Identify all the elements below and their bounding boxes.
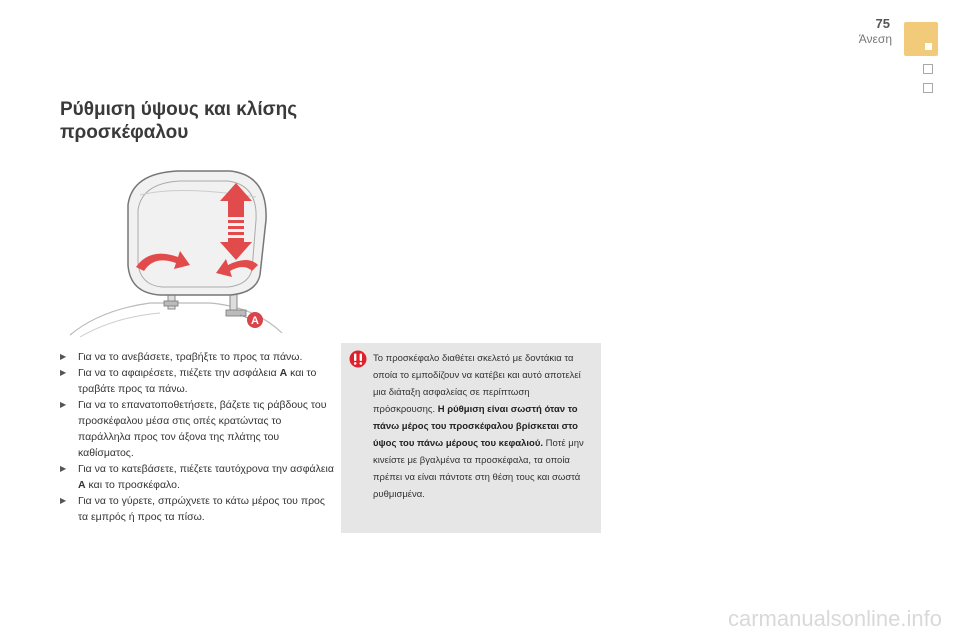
watermark: carmanualsonline.info — [727, 606, 942, 631]
headrest-illustration — [60, 165, 285, 340]
page-title: Ρύθμιση ύψους και κλίσης προσκέφαλου — [60, 99, 298, 143]
chapter-tab[interactable] — [923, 64, 933, 74]
bullet-arrow-icon: ▶ — [60, 400, 67, 409]
bullet-arrow-icon: ▶ — [60, 352, 67, 361]
bullet-arrow-icon: ▶ — [60, 368, 67, 377]
page-number: 75 — [875, 16, 890, 31]
list-item: ▶ Για να το ανεβάσετε, τραβήξτε το προς τα πάνω. — [60, 351, 303, 363]
instruction-list — [60, 349, 335, 525]
bullet-arrow-icon: ▶ — [60, 464, 67, 473]
section-name: Άνεση — [858, 32, 892, 46]
chapter-tab-active[interactable] — [904, 22, 938, 56]
chapter-tab[interactable] — [923, 83, 933, 93]
warning-icon — [349, 350, 367, 368]
warning-box — [341, 343, 601, 533]
list-item: ▶ Για να το κατεβάσετε, πιέζετε ταυτόχρονα την ασφάλεια A και το προσκέφαλο. — [60, 463, 334, 491]
warning-text: Το προσκέφαλο διαθέτει σκελετό με δοντάκια τα οποία το εμποδίζουν να κατέβει και αυτό αποτελεί μια διάταξη ασφαλείας σε περίπτωση πρόσκρουσης. Η ρύθμιση είναι σωστή όταν το πάνω μέρος του προσκέφαλου βρίσκεται στο ύψος του πάνω μέρους του κεφαλιού. Ποτέ μην κινείστε με βγαλμένα τα προσκέφαλα, τα οποία πρέπει να είναι πάντοτε στη θέση τους και σωστά ρυθμισμένα. — [373, 353, 584, 500]
bullet-arrow-icon: ▶ — [60, 496, 67, 505]
list-item: ▶ Για να το γύρετε, σπρώχνετε το κάτω μέρος του προς τα εμπρός ή προς τα πίσω. — [60, 495, 325, 523]
headrest-drawing — [60, 165, 285, 340]
tab-marker — [925, 43, 932, 50]
lock-label-text: A — [251, 315, 259, 327]
list-item: ▶ Για να το αφαιρέσετε, πιέζετε την ασφάλεια A και το τραβάτε προς τα πάνω. — [60, 367, 317, 395]
list-item: ▶ Για να το επανατοποθετήσετε, βάζετε τις ράβδους του προσκέφαλου μέσα στις οπές κρατώντας το παράλληλα προς τον άξονα της πλάτης του καθίσματος. — [60, 399, 327, 459]
